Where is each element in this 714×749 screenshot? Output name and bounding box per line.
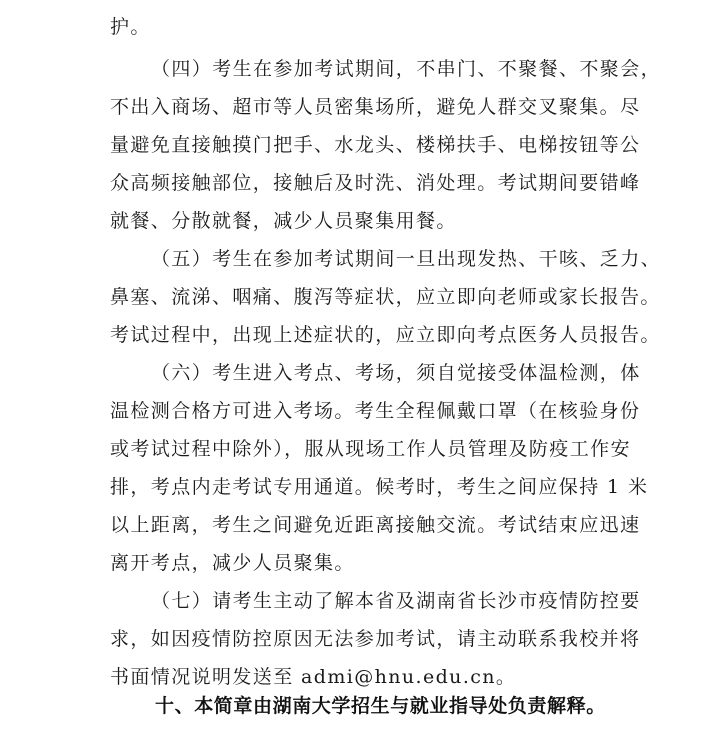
- text-line: 护。: [110, 16, 151, 38]
- paragraph-6-line: 离开考点，减少人员聚集。: [110, 552, 355, 574]
- paragraph-7-line: （七）请考生主动了解本省及湖南省长沙市疫情防控要: [151, 590, 641, 612]
- paragraph-5-line: 考试过程中，出现上述症状的，应立即向考点医务人员报告。: [110, 324, 661, 346]
- paragraph-4-line: （四）考生在参加考试期间，不串门、不聚餐、不聚会，: [151, 58, 662, 80]
- paragraph-4-line: 不出入商场、超市等人员密集场所，避免人群交叉聚集。尽: [110, 96, 641, 118]
- paragraph-4-line: 量避免直接触摸门把手、水龙头、楼梯扶手、电梯按钮等公: [110, 134, 641, 156]
- paragraph-7-line: 书面情况说明发送至 admi@hnu.edu.cn。: [110, 666, 517, 688]
- paragraph-4-line: 就餐、分散就餐，减少人员聚集用餐。: [110, 210, 457, 232]
- paragraph-5-line: （五）考生在参加考试期间一旦出现发热、干咳、乏力、: [151, 248, 662, 270]
- paragraph-7-line: 求，如因疫情防控原因无法参加考试，请主动联系我校并将: [110, 628, 641, 650]
- paragraph-4-line: 众高频接触部位，接触后及时洗、消处理。考试期间要错峰: [110, 172, 641, 194]
- paragraph-6-line: 排，考点内走考试专用通道。候考时，考生之间应保持 1 米: [110, 476, 649, 498]
- paragraph-5-line: 鼻塞、流涕、咽痛、腹泻等症状，应立即向老师或家长报告。: [110, 286, 661, 308]
- section-heading: 十、本简章由湖南大学招生与就业指导处负责解释。: [155, 695, 606, 717]
- paragraph-6-line: 以上距离，考生之间避免近距离接触交流。考试结束应迅速: [110, 514, 641, 536]
- paragraph-6-line: 温检测合格方可进入考场。考生全程佩戴口罩（在核验身份: [110, 400, 641, 422]
- paragraph-6-line: 或考试过程中除外），服从现场工作人员管理及防疫工作安: [110, 438, 631, 460]
- paragraph-6-line: （六）考生进入考点、考场，须自觉接受体温检测，体: [151, 362, 641, 384]
